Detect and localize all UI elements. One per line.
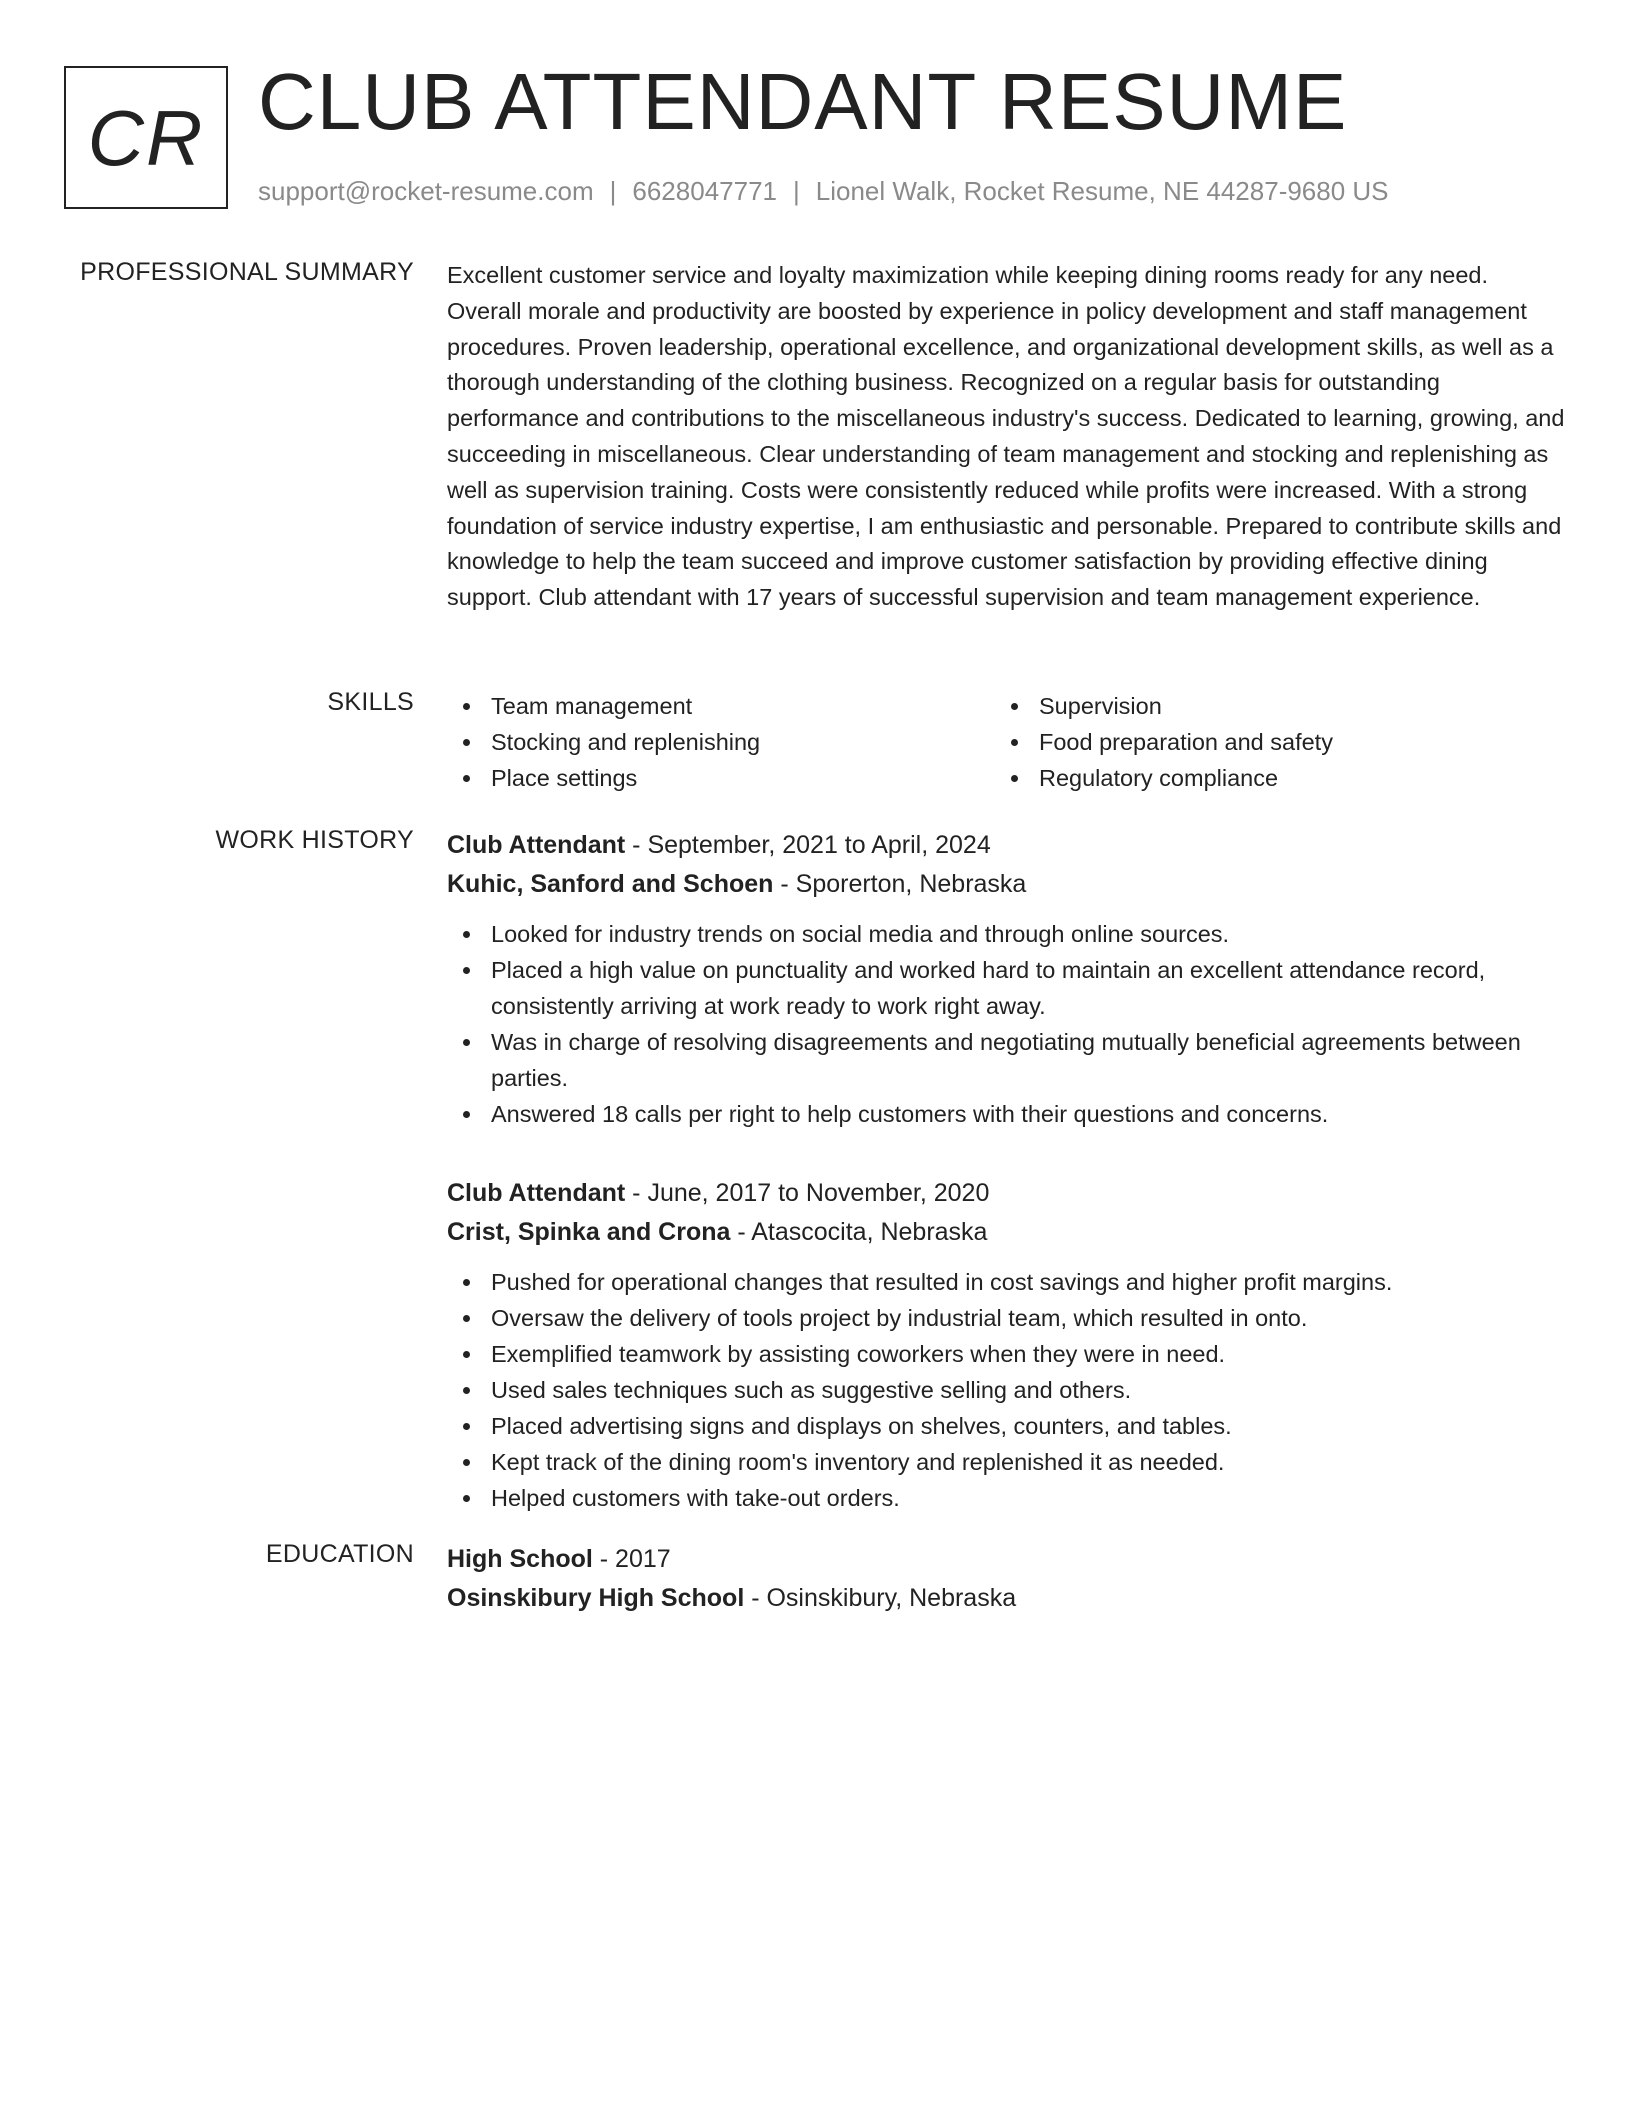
skills-column-right	[995, 688, 1543, 796]
job-location: - Atascocita, Nebraska	[737, 1218, 988, 1246]
summary-label: PROFESSIONAL SUMMARY	[80, 258, 414, 286]
education-location: - Osinskibury, Nebraska	[751, 1584, 1017, 1612]
skill-item: Supervision	[995, 688, 1543, 724]
job-company-line	[447, 865, 1567, 904]
skill-item: Place settings	[447, 760, 995, 796]
summary-text: Excellent customer service and loyalty maximization while keeping dining rooms ready for any need. Overall morale and productivity are boosted by experience in policy development and staff management procedures. Proven leadership, operational excellence, and organizational development skills, as well as a thorough understanding of the clothing business. Recognized on a regular basis for outstanding performance and contributions to the miscellaneous industry's success. Dedicated to learning, growing, and succeeding in miscellaneous. Clear understanding of team management and stocking and replenishing as well as supervision training. Costs were consistently reduced while profits were increased. With a strong foundation of service industry expertise, I am enthusiastic and personable. Prepared to contribute skills and knowledge to help the team succeed and improve customer satisfaction by providing effective dining support. Club attendant with 17 years of successful supervision and team management experience.	[447, 262, 1565, 611]
job-location: - Sporerton, Nebraska	[780, 870, 1027, 898]
skills-label: SKILLS	[327, 688, 414, 716]
skill-item: Team management	[447, 688, 995, 724]
education-label: EDUCATION	[265, 1540, 414, 1568]
job-bullet: Used sales techniques such as suggestive selling and others.	[447, 1372, 1567, 1408]
contact-separator: |	[609, 176, 617, 206]
contact-address: Lionel Walk, Rocket Resume, NE 44287-9680 US	[815, 176, 1389, 206]
contact-phone: 6628047771	[632, 176, 777, 206]
skill-item: Stocking and replenishing	[447, 724, 995, 760]
monogram-initials: CR	[87, 93, 205, 182]
job-dates: - September, 2021 to April, 2024	[632, 831, 991, 859]
job-title: Club Attendant	[447, 1179, 626, 1207]
education-body	[447, 1540, 1567, 1618]
job-company-line	[447, 1213, 1567, 1252]
monogram-badge	[64, 66, 228, 209]
skill-item: Regulatory compliance	[995, 760, 1543, 796]
skills-column-left	[447, 688, 995, 796]
education-school-line	[447, 1579, 1567, 1618]
job-bullets	[447, 1264, 1567, 1516]
job-company: Kuhic, Sanford and Schoen	[447, 870, 774, 898]
education-year: - 2017	[599, 1545, 671, 1573]
skills-grid	[447, 688, 1567, 796]
job-entry	[447, 1174, 1567, 1516]
job-dates: - June, 2017 to November, 2020	[632, 1179, 990, 1207]
job-bullet: Exemplified teamwork by assisting coworkers when they were in need.	[447, 1336, 1567, 1372]
job-bullet: Placed advertising signs and displays on shelves, counters, and tables.	[447, 1408, 1567, 1444]
contact-line	[258, 176, 1389, 207]
work-history-body	[447, 826, 1567, 1516]
job-bullet: Was in charge of resolving disagreements and negotiating mutually beneficial agreements between parties.	[447, 1024, 1567, 1096]
skills-body	[447, 688, 1567, 796]
job-bullet: Oversaw the delivery of tools project by industrial team, which resulted in onto.	[447, 1300, 1567, 1336]
job-bullet: Helped customers with take-out orders.	[447, 1480, 1567, 1516]
job-title: Club Attendant	[447, 831, 626, 859]
job-title-line	[447, 826, 1567, 865]
job-bullet: Looked for industry trends on social media and through online sources.	[447, 916, 1567, 952]
education-degree-line	[447, 1540, 1567, 1579]
skill-item: Food preparation and safety	[995, 724, 1543, 760]
education-degree: High School	[447, 1545, 593, 1573]
job-bullet: Kept track of the dining room's inventory and replenished it as needed.	[447, 1444, 1567, 1480]
education-school: Osinskibury High School	[447, 1584, 745, 1612]
contact-email: support@rocket-resume.com	[258, 176, 594, 206]
work-history-label: WORK HISTORY	[215, 826, 414, 854]
job-title-line	[447, 1174, 1567, 1213]
job-company: Crist, Spinka and Crona	[447, 1218, 731, 1246]
resume-title: CLUB ATTENDANT RESUME	[258, 57, 1348, 146]
job-bullets	[447, 916, 1567, 1132]
job-bullet: Placed a high value on punctuality and worked hard to maintain an excellent attendance record, consistently arriving at work ready to work right away.	[447, 952, 1567, 1024]
job-bullet: Pushed for operational changes that resulted in cost savings and higher profit margins.	[447, 1264, 1567, 1300]
job-bullet: Answered 18 calls per right to help customers with their questions and concerns.	[447, 1096, 1567, 1132]
contact-separator: |	[793, 176, 800, 206]
job-entry	[447, 826, 1567, 1132]
